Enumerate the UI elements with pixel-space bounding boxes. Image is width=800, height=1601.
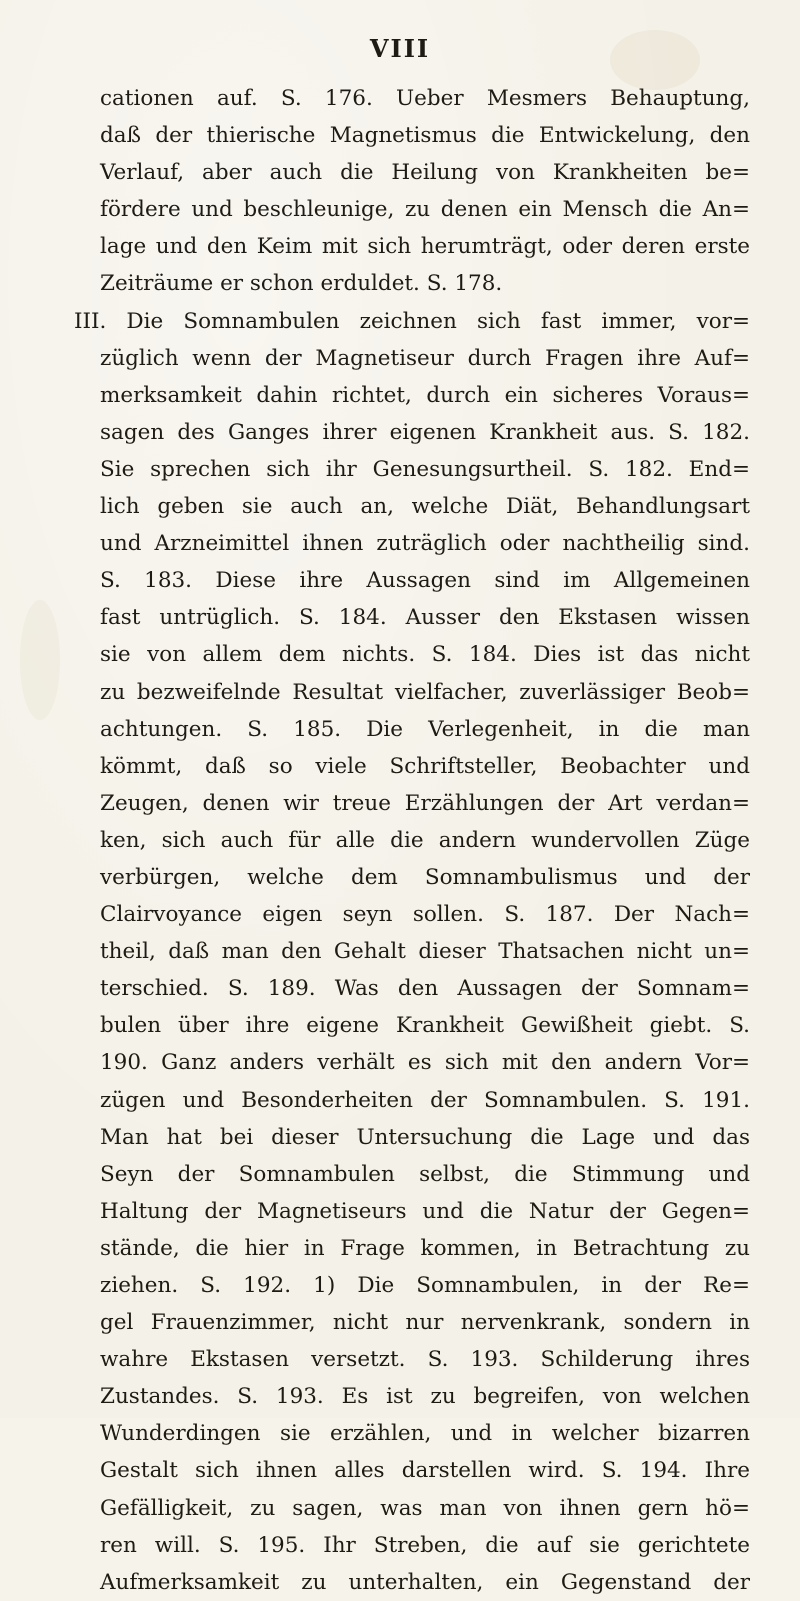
text-line: Clairvoyance eigen seyn sollen. S. 187. Der Nach= (100, 902, 750, 928)
text-line: fast untrüglich. S. 184. Ausser den Ekstasen wissen (100, 605, 750, 631)
text-line: Man hat bei dieser Untersuchung die Lage und das (100, 1124, 750, 1150)
text-line: zügen und Besonderheiten der Somnambulen. S. 191. (100, 1087, 750, 1113)
text-line: lich geben sie auch an, welche Diät, Behandlungsart (100, 494, 750, 520)
text-line: stände, die hier in Frage kommen, in Betrachtung zu (100, 1235, 750, 1261)
text-line: Seyn der Somnambulen selbst, die Stimmung und (100, 1161, 750, 1187)
text-line: Gestalt sich ihnen alles darstellen wird. S. 194. Ihre (100, 1458, 750, 1484)
text-line: sagen des Ganges ihrer eigenen Krankheit aus. S. 182. (100, 419, 750, 445)
table-of-contents-text (74, 80, 750, 1601)
text-line: gel Frauenzimmer, nicht nur nervenkrank, sondern in (100, 1310, 750, 1336)
text-line: ren will. S. 195. Ihr Streben, die auf sie gerichtete (100, 1532, 750, 1558)
text-line: Verlauf, aber auch die Heilung von Krankheiten be= (100, 160, 750, 186)
text-line: ken, sich auch für alle die andern wundervollen Züge (100, 827, 750, 853)
text-line: Gefälligkeit, zu sagen, was man von ihnen gern hö= (100, 1495, 750, 1521)
paper-stain (20, 600, 60, 720)
text-line: 190. Ganz anders verhält es sich mit den andern Vor= (100, 1050, 750, 1076)
section-heading-line: III. Die Somnambulen zeichnen sich fast immer, vor= (74, 308, 750, 334)
text-line: Aufmerksamkeit zu unterhalten, ein Gegenstand der (100, 1569, 750, 1595)
text-line: Haltung der Magnetiseurs und die Natur der Gegen= (100, 1198, 750, 1224)
text-line: wahre Ekstasen versetzt. S. 193. Schilderung ihres (100, 1347, 750, 1373)
text-line: cationen auf. S. 176. Ueber Mesmers Behauptung, (100, 86, 750, 111)
text-line: sie von allem dem nichts. S. 184. Dies ist das nicht (100, 642, 750, 668)
text-line: Zeugen, denen wir treue Erzählungen der Art verdan= (100, 790, 750, 816)
text-line: merksamkeit dahin richtet, durch ein sicheres Voraus= (100, 382, 750, 408)
page-number: VIII (369, 34, 431, 63)
text-line: ziehen. S. 192. 1) Die Somnambulen, in der Re= (100, 1273, 750, 1298)
text-line: kömmt, daß so viele Schriftsteller, Beobachter und (100, 753, 750, 779)
text-line: Sie sprechen sich ihr Genesungsurtheil. S. 182. End= (100, 456, 750, 482)
text-line: bulen über ihre eigene Krankheit Gewißheit giebt. S. (100, 1013, 750, 1039)
text-line: Zustandes. S. 193. Es ist zu begreifen, von welchen (100, 1384, 750, 1410)
text-line: und Arzneimittel ihnen zuträglich oder nachtheilig sind. (100, 531, 750, 557)
text-line: theil, daß man den Gehalt dieser Thatsachen nicht un= (100, 939, 750, 965)
text-line: terschied. S. 189. Was den Aussagen der Somnam= (100, 976, 750, 1002)
text-line: verbürgen, welche dem Somnambulismus und der (100, 864, 750, 890)
text-line: fördere und beschleunige, zu denen ein Mensch die An= (100, 197, 750, 223)
text-line: lage und den Keim mit sich herumträgt, oder deren erste (100, 234, 750, 260)
text-line: züglich wenn der Magnetiseur durch Fragen ihre Auf= (100, 345, 750, 371)
text-line: Zeiträume er schon erduldet. S. 178. (100, 271, 503, 297)
text-line: Wunderdingen sie erzählen, und in welcher bizarren (100, 1421, 750, 1447)
text-line: achtungen. S. 185. Die Verlegenheit, in die man (100, 716, 750, 742)
text-line: zu bezweifelnde Resultat vielfacher, zuverlässiger Beob= (100, 679, 750, 705)
text-line: S. 183. Diese ihre Aussagen sind im Allgemeinen (100, 568, 750, 594)
text-line: daß der thierische Magnetismus die Entwickelung, den (100, 123, 750, 149)
